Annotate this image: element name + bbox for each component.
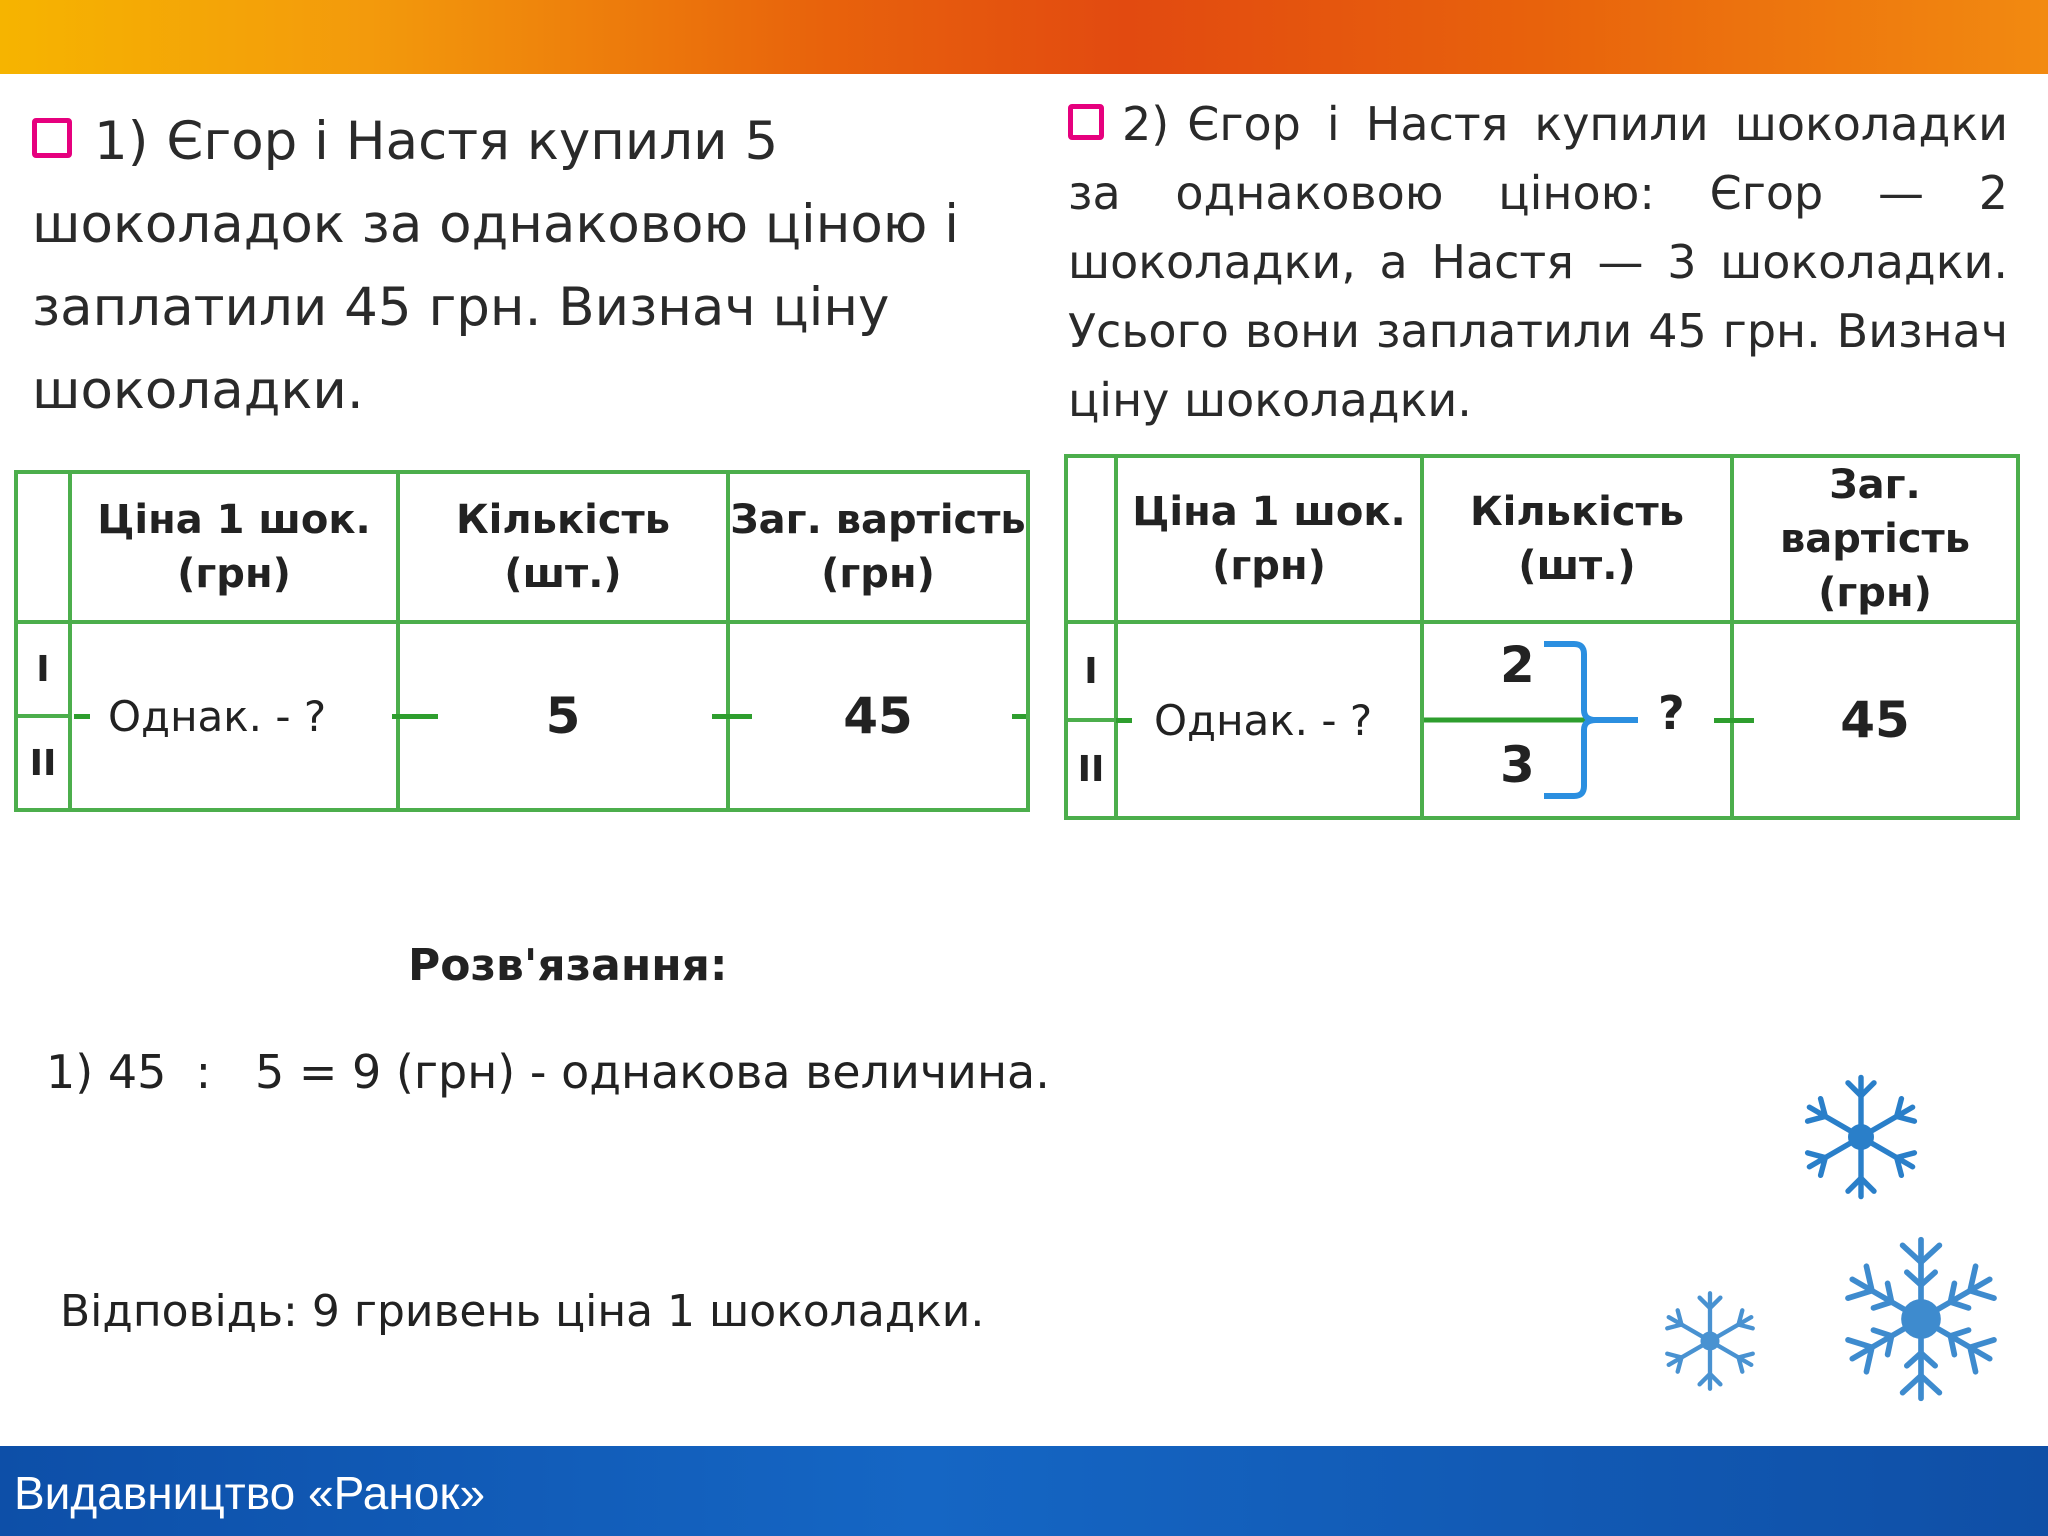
connector-mark	[712, 714, 752, 719]
quantity-cell	[1422, 622, 1732, 818]
checkbox-icon[interactable]	[32, 118, 72, 158]
connector-mark	[74, 714, 90, 719]
task-2-number: 2)	[1122, 97, 1170, 151]
task-1-text: Єгор і Настя купили 5 шоколадок за однаковою ціною і заплатили 45 грн. Визнач ціну шоколадки.	[32, 111, 959, 421]
quantity-value-2: 3	[1500, 736, 1535, 794]
header-total: Заг. вартість (грн)	[1732, 456, 2018, 622]
connector-mark	[1116, 718, 1132, 723]
total-cell: 45	[728, 622, 1028, 810]
top-banner	[0, 0, 2048, 74]
header-quantity: Кількість (шт.)	[1422, 456, 1732, 622]
answer-text: Відповідь: 9 гривень ціна 1 шоколадки.	[60, 1286, 985, 1337]
connector-mark	[1012, 714, 1026, 719]
task-1	[32, 100, 1042, 432]
solution-title: Розв'язання:	[408, 940, 728, 991]
connector-mark	[1714, 718, 1754, 723]
price-cell: Однак. - ?	[1116, 622, 1422, 818]
row-label-2: II	[1066, 720, 1116, 818]
task-2-text: Єгор і Настя купили шоколадки за однаковою ціною: Єгор — 2 шоколадки, а Настя — 3 шоколадки. Усього вони заплатили 45 грн. Визнач ціну шоколадки.	[1068, 97, 2008, 427]
row-label-1: I	[16, 622, 70, 716]
row-label-2: II	[16, 716, 70, 810]
brace-icon	[1424, 624, 1734, 820]
quantity-sum: ?	[1658, 686, 1685, 740]
solution-step-1: 1) 45 : 5 = 9 (грн) - однакова величина.	[46, 1045, 1050, 1099]
corner-cell	[1066, 456, 1116, 622]
corner-cell	[16, 472, 70, 622]
snowflake-icon	[1836, 1228, 2006, 1410]
task-2	[1068, 90, 2008, 435]
table-2	[1064, 454, 2020, 820]
quantity-value-1: 2	[1500, 636, 1535, 694]
header-quantity: Кількість (шт.)	[398, 472, 728, 622]
price-cell: Однак. - ?	[70, 622, 398, 810]
header-price: Ціна 1 шок. (грн)	[70, 472, 398, 622]
row-label-1: I	[1066, 622, 1116, 720]
snowflake-icon	[1796, 1070, 1926, 1204]
connector-mark	[392, 714, 438, 719]
checkbox-icon[interactable]	[1068, 104, 1104, 140]
header-price: Ціна 1 шок. (грн)	[1116, 456, 1422, 622]
table-1	[14, 470, 1030, 812]
header-total: Заг. вартість (грн)	[728, 472, 1028, 622]
task-1-number: 1)	[94, 111, 149, 172]
total-cell: 45	[1732, 622, 2018, 818]
quantity-cell: 5	[398, 622, 728, 810]
publisher-name: Видавництво «Ранок»	[14, 1467, 486, 1519]
snowflake-icon	[1658, 1284, 1762, 1398]
